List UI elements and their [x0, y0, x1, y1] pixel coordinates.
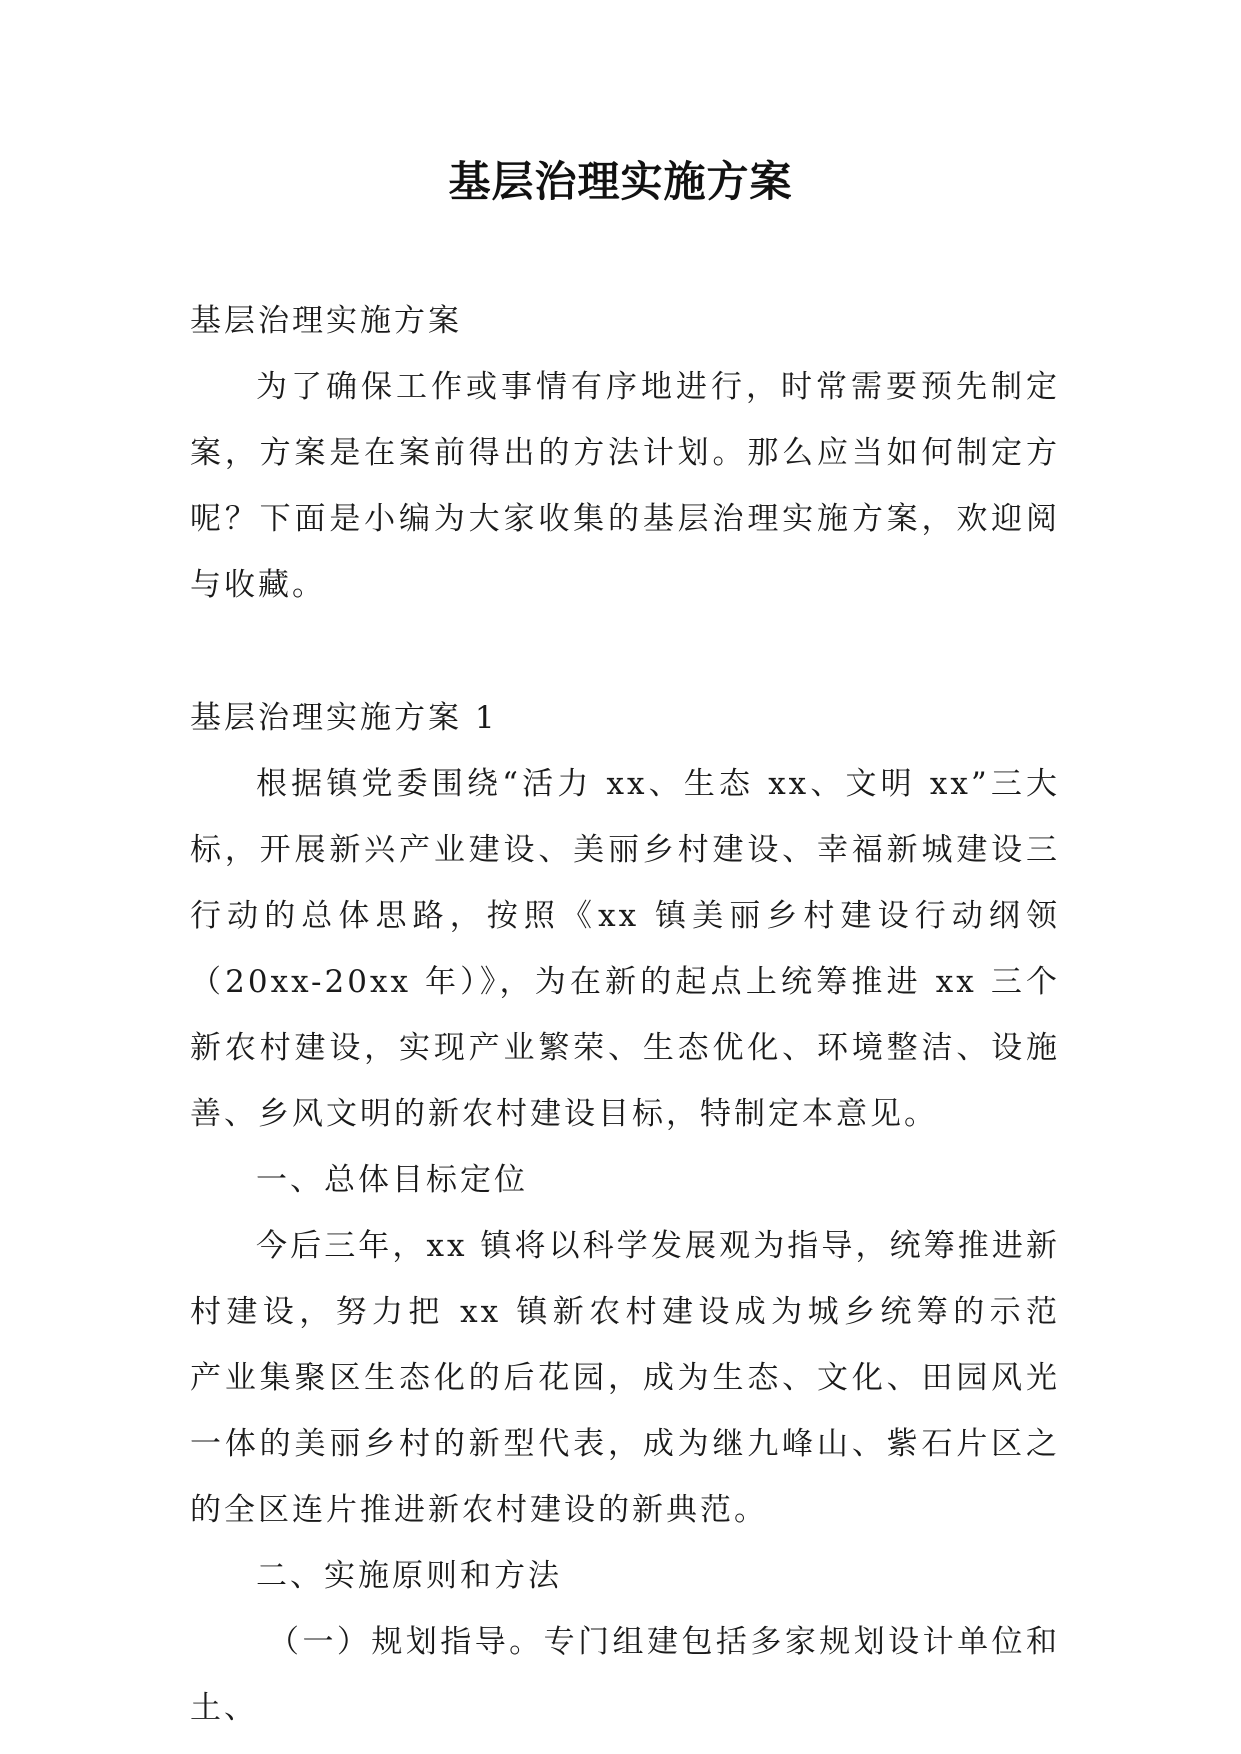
section-gap [190, 618, 1060, 685]
document-body [190, 288, 1060, 1741]
paragraph-line: 产业集聚区生态化的后花园，成为生态、文化、田园风光 [190, 1360, 1060, 1396]
paragraph-line: 新农村建设，实现产业繁荣、生态优化、环境整洁、设施 [190, 1030, 1060, 1066]
section-heading: 基层治理实施方案 1 [190, 700, 498, 736]
paragraph-line: 的全区连片推进新农村建设的新典范。 [190, 1492, 768, 1528]
paragraph-line: （一）规划指导。专门组建包括多家规划设计单位和 [268, 1624, 1060, 1660]
intro-line: 为了确保工作或事情有序地进行，时常需要预先制定 [256, 369, 1060, 405]
paragraph-line: 行动的总体思路，按照《xx 镇美丽乡村建设行动纲领 [190, 898, 1060, 934]
paragraph-line: （20xx-20xx 年）》，为在新的起点上统筹推进 xx 三个 [190, 964, 1060, 1000]
document-title: 基层治理实施方案 [448, 157, 793, 206]
intro-heading: 基层治理实施方案 [190, 303, 462, 339]
paragraph-line: 土、 [190, 1690, 258, 1726]
paragraph-line: 村建设，努力把 xx 镇新农村建设成为城乡统筹的示范 [190, 1294, 1060, 1330]
intro-line: 呢？下面是小编为大家收集的基层治理实施方案，欢迎阅 [190, 501, 1060, 537]
subheading: 二、实施原则和方法 [256, 1558, 562, 1594]
intro-line: 案，方案是在案前得出的方法计划。那么应当如何制定方 [190, 435, 1060, 471]
subheading: 一、总体目标定位 [256, 1162, 528, 1198]
intro-line: 与收藏。 [190, 567, 326, 603]
paragraph-line: 今后三年，xx 镇将以科学发展观为指导，统筹推进新 [256, 1228, 1060, 1264]
paragraph-line: 一体的美丽乡村的新型代表，成为继九峰山、紫石片区之 [190, 1426, 1060, 1462]
paragraph-line: 标，开展新兴产业建设、美丽乡村建设、幸福新城建设三 [190, 832, 1060, 868]
paragraph-line: 善、乡风文明的新农村建设目标，特制定本意见。 [190, 1096, 938, 1132]
paragraph-line: 根据镇党委围绕“活力 xx、生态 xx、文明 xx”三大 [256, 766, 1060, 802]
